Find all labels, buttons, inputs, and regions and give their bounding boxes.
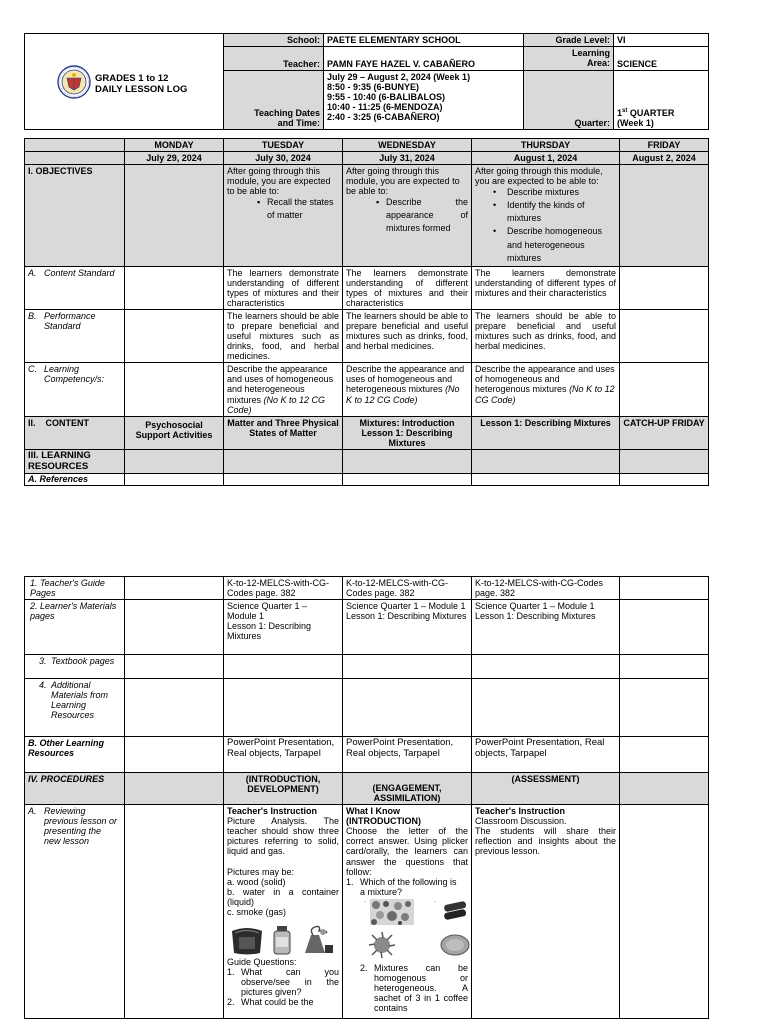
smoke-picture-icon <box>299 925 333 955</box>
header-table <box>24 33 709 130</box>
salt-crystal-picture-icon <box>368 931 396 959</box>
water-container-picture-icon <box>273 925 291 955</box>
objectives-label: I. OBJECTIVES <box>25 165 125 266</box>
content-standard-tuesday: The learners demonstrate understanding of different types of mixtures and their characteristics <box>224 266 343 309</box>
lm-pages-thursday: Science Quarter 1 – Module 1 Lesson 1: Describing Mixtures <box>472 600 620 655</box>
learning-resources-label: III. LEARNING RESOURCES <box>25 449 125 473</box>
competency-wednesday: Describe the appearance and uses of homogeneous and heterogeneous mixtures (No K to 12 CG Code) <box>343 363 472 416</box>
performance-standard-label: B. Performance Standard <box>25 309 125 362</box>
date-wednesday: July 31, 2024 <box>343 152 472 165</box>
date-tuesday: July 30, 2024 <box>224 152 343 165</box>
date-monday: July 29, 2024 <box>125 152 224 165</box>
lm-pages-wednesday: Science Quarter 1 – Module 1 Lesson 1: Describing Mixtures <box>343 600 472 655</box>
competency-thursday: Describe the appearance and uses of homogeneous and heterogenous mixtures (No K to 12 CG Code) <box>472 363 620 416</box>
content-tuesday: Matter and Three Physical States of Matter <box>224 416 343 449</box>
content-standard-wednesday: The learners demonstrate understanding of different types of mixtures and their characteristics <box>343 266 472 309</box>
dates-label: Teaching Dates and Time: <box>224 71 324 130</box>
rocks-picture-icon <box>370 899 414 925</box>
performance-standard-wednesday: The learners should be able to prepare beneficial and useful mixtures such as drinks, food, and herbal medicines. <box>343 309 472 362</box>
wood-picture-icon <box>229 923 265 955</box>
day-monday: MONDAY <box>125 139 224 152</box>
tg-pages-label: 1. Teacher's Guide Pages <box>25 577 125 600</box>
reviewing-thursday: Teacher's Instruction Classroom Discussion. The students will share their reflection and insights about the previous lesson. <box>472 805 620 1019</box>
grade-label: Grade Level: <box>524 34 614 47</box>
references-label: A. References <box>25 474 125 486</box>
mixture-choice-pictures: · · <box>364 897 468 963</box>
tg-pages-wednesday: K-to-12-MELCS-with-CG-Codes page. 382 <box>343 577 472 600</box>
content-thursday: Lesson 1: Describing Mixtures <box>472 416 620 449</box>
other-resources-wednesday: PowerPoint Presentation, Real objects, Tarpapel <box>343 737 472 773</box>
content-friday: CATCH-UP FRIDAY <box>620 416 709 449</box>
day-thursday: THURSDAY <box>472 139 620 152</box>
content-label: II. CONTENT <box>25 416 125 449</box>
procedures-tuesday: (INTRODUCTION, DEVELOPMENT) <box>224 773 343 805</box>
performance-standard-tuesday: The learners should be able to prepare beneficial and useful mixtures such as drinks, food, and herbal medicines. <box>224 309 343 362</box>
solid-liquid-gas-pictures <box>229 921 339 955</box>
day-tuesday: TUESDAY <box>224 139 343 152</box>
objectives-wednesday: After going through this module, you are expected to be able to: ▪ Describe the appearance of mixtures formed <box>343 165 472 266</box>
reviewing-wednesday: What I Know (INTRODUCTION) Choose the letter of the correct answer. Using plicker card/orally, the learners can answer the questions that follow: 1. Which of the following is a mixture? · · 2. Mixtures can be homogenous or heterogeneous. A sachet of 3 in 1 coffee contains <box>343 805 472 1019</box>
lesson-table-page2 <box>24 576 709 1019</box>
content-monday: Psychosocial Support Activities <box>125 416 224 449</box>
day-wednesday: WEDNESDAY <box>343 139 472 152</box>
teacher-value: PAMN FAYE HAZEL V. CABAÑERO <box>324 47 524 71</box>
procedures-label: IV. PROCEDURES <box>25 773 125 805</box>
competency-label: C. Learning Competency/s: <box>25 363 125 416</box>
day-friday: FRIDAY <box>620 139 709 152</box>
other-resources-tuesday: PowerPoint Presentation, Real objects, Tarpapel <box>224 737 343 773</box>
additional-materials-label: 4. Additional Materials from Learning Resources <box>25 679 125 737</box>
reviewing-tuesday: Teacher's Instruction Picture Analysis. The teacher should show three pictures referring to solid, liquid and gas. Pictures may be: a. wood (solid) b. water in a container (liquid) c. smoke (gas) Guide Questions: 1. What can you observe/see in the pictures given? 2. What could be the <box>224 805 343 1019</box>
reviewing-label: A. Reviewing previous lesson or presenting the new lesson <box>25 805 125 1019</box>
other-resources-label: B. Other Learning Resources <box>25 737 125 773</box>
tg-pages-thursday: K-to-12-MELCS-with-CG-Codes page. 382 <box>472 577 620 600</box>
quarter-value: 1st QUARTER (Week 1) <box>614 71 709 130</box>
other-resources-thursday: PowerPoint Presentation, Real objects, Tarpapel <box>472 737 620 773</box>
date-friday: August 2, 2024 <box>620 152 709 165</box>
objectives-tuesday: After going through this module, you are expected to be able to: ▪ Recall the states of matter <box>224 165 343 266</box>
textbook-label: 3. Textbook pages <box>25 655 125 679</box>
content-standard-label: A. Content Standard <box>25 266 125 309</box>
corner-cell <box>25 139 125 152</box>
lm-pages-tuesday: Science Quarter 1 – Module 1 Lesson 1: Describing Mixtures <box>224 600 343 655</box>
iron-bar-picture-icon <box>442 901 468 921</box>
deped-seal-icon <box>57 65 91 99</box>
lesson-table-page1 <box>24 138 709 486</box>
procedures-wednesday: (ENGAGEMENT, ASSIMILATION) <box>343 773 472 805</box>
procedures-thursday: (ASSESSMENT) <box>472 773 620 805</box>
form-subtitle: DAILY LESSON LOG <box>95 83 188 95</box>
tg-pages-tuesday: K-to-12-MELCS-with-CG-Codes page. 382 <box>224 577 343 600</box>
performance-standard-thursday: The learners should be able to prepare beneficial and useful mixtures such as drinks, food, and herbal medicines. <box>472 309 620 362</box>
quarter-label: Quarter: <box>524 71 614 130</box>
dates-value: July 29 – August 2, 2024 (Week 1) 8:50 - 9:35 (6-BUNYE) 9:55 - 10:40 (6-BALIBALOS) 10:40 - 11:25 (6-MENDOZA) 2:40 - 3:25 (6-CABAÑERO) <box>324 71 524 130</box>
objectives-thursday: After going through this module, you are expected to be able to: • Describe mixtures • Identify the kinds of mixtures • Describe homogeneous and heterogeneous mixtures <box>472 165 620 266</box>
competency-tuesday: Describe the appearance and uses of homogeneous and heterogeneous mixtures (No K to 12 CG Code) <box>224 363 343 416</box>
content-wednesday: Mixtures: Introduction Lesson 1: Describing Mixtures <box>343 416 472 449</box>
header-title-cell <box>25 34 224 130</box>
area-value: SCIENCE <box>614 47 709 71</box>
teacher-label: Teacher: <box>224 47 324 71</box>
lm-pages-label: 2. Learner's Materials pages <box>25 600 125 655</box>
content-standard-thursday: The learners demonstrate understanding of different types of mixtures and their characteristics <box>472 266 620 309</box>
area-label: Learning Area: <box>524 47 614 71</box>
school-value: PAETE ELEMENTARY SCHOOL <box>324 34 524 47</box>
school-label: School: <box>224 34 324 47</box>
form-title: GRADES 1 to 12 <box>95 73 169 85</box>
plate-picture-icon <box>440 933 470 957</box>
date-thursday: August 1, 2024 <box>472 152 620 165</box>
grade-value: VI <box>614 34 709 47</box>
